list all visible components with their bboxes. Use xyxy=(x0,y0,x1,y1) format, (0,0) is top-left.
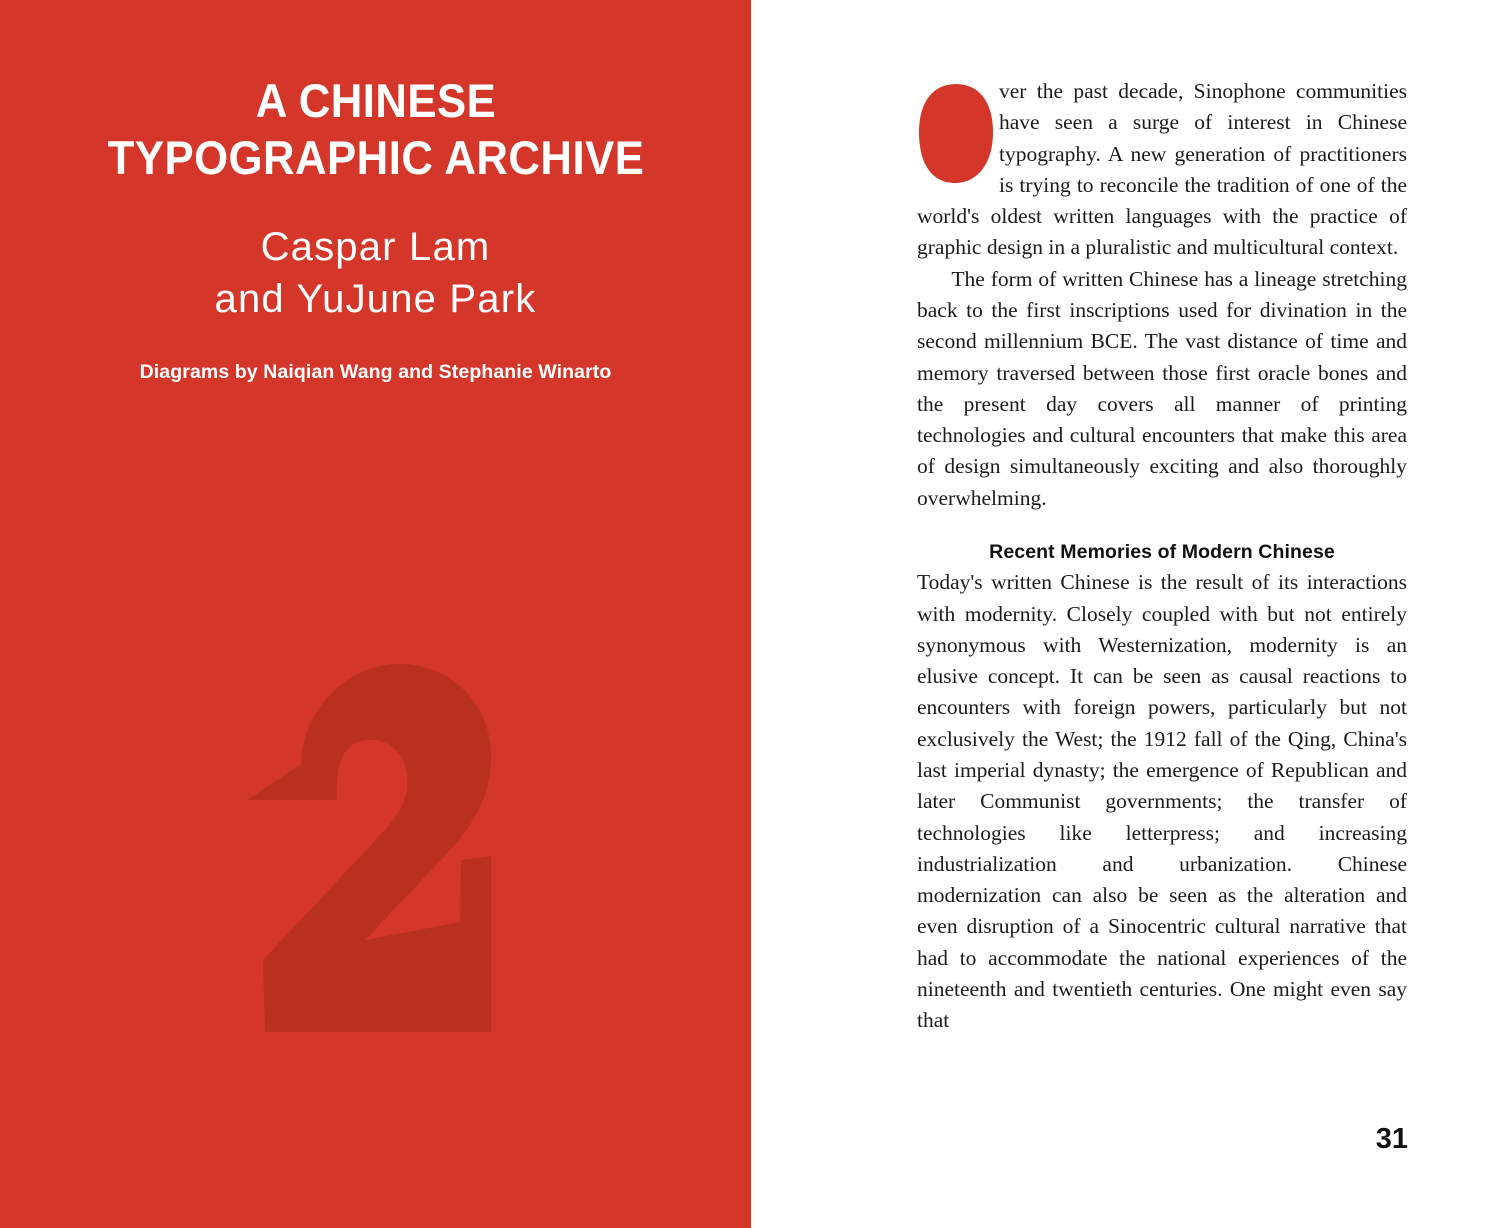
chapter-number-graphic xyxy=(245,660,495,1035)
opening-paragraph: ver the past decade, Sinophone communities have seen a surge of interest in Chinese typography. A new generation of practitioners is trying to reconcile the tradition of one of the world's oldest written languages with the practice of graphic design in a pluralistic and multicultural context. xyxy=(917,79,1407,260)
section-paragraph: Today's written Chinese is the result of its interactions with modernity. Closely coupled with but not entirely synonymous with Westernization, modernity is an elusive concept. It can be seen as causal reactions to encounters with foreign powers, particularly but not exclusively the West; the 1912 fall of the Qing, China's last imperial dynasty; the emergence of Republican and later Communist governments; the transfer of technologies like letterpress; and increasing industrialization and urbanization. Chinese modernization can also be seen as the alteration and even disruption of a Sinocentric cultural narrative that had to accommodate the national experiences of the nineteenth and twentieth centuries. One might even say that xyxy=(917,570,1407,1033)
page-title-line-2: TYPOGRAPHIC ARCHIVE xyxy=(107,131,644,185)
page-number: 31 xyxy=(1375,1123,1408,1155)
drop-cap-o xyxy=(917,82,995,186)
author-line-1: Caspar Lam xyxy=(260,224,491,269)
authors xyxy=(0,221,751,325)
title-block xyxy=(0,72,751,384)
page-title xyxy=(78,72,673,187)
opening-paragraph-block xyxy=(917,76,1407,264)
page-title-line-1: A CHINESE xyxy=(255,74,496,127)
body-text-column xyxy=(917,76,1407,1037)
section-heading: Recent Memories of Modern Chinese xyxy=(989,540,1335,563)
paragraph-2: The form of written Chinese has a lineage stretching back to the first inscriptions used for divination in the second millennium BCE. The vast distance of time and memory traversed between those first oracle bones and the present day covers all manner of printing technologies and cultural encounters that make this area of design simultaneously exciting and also thoroughly overwhelming. xyxy=(917,266,1407,510)
text-page xyxy=(751,0,1500,1228)
diagram-credit: Diagrams by Naiqian Wang and Stephanie Winarto xyxy=(139,360,612,383)
author-line-2: and YuJune Park xyxy=(214,276,537,321)
